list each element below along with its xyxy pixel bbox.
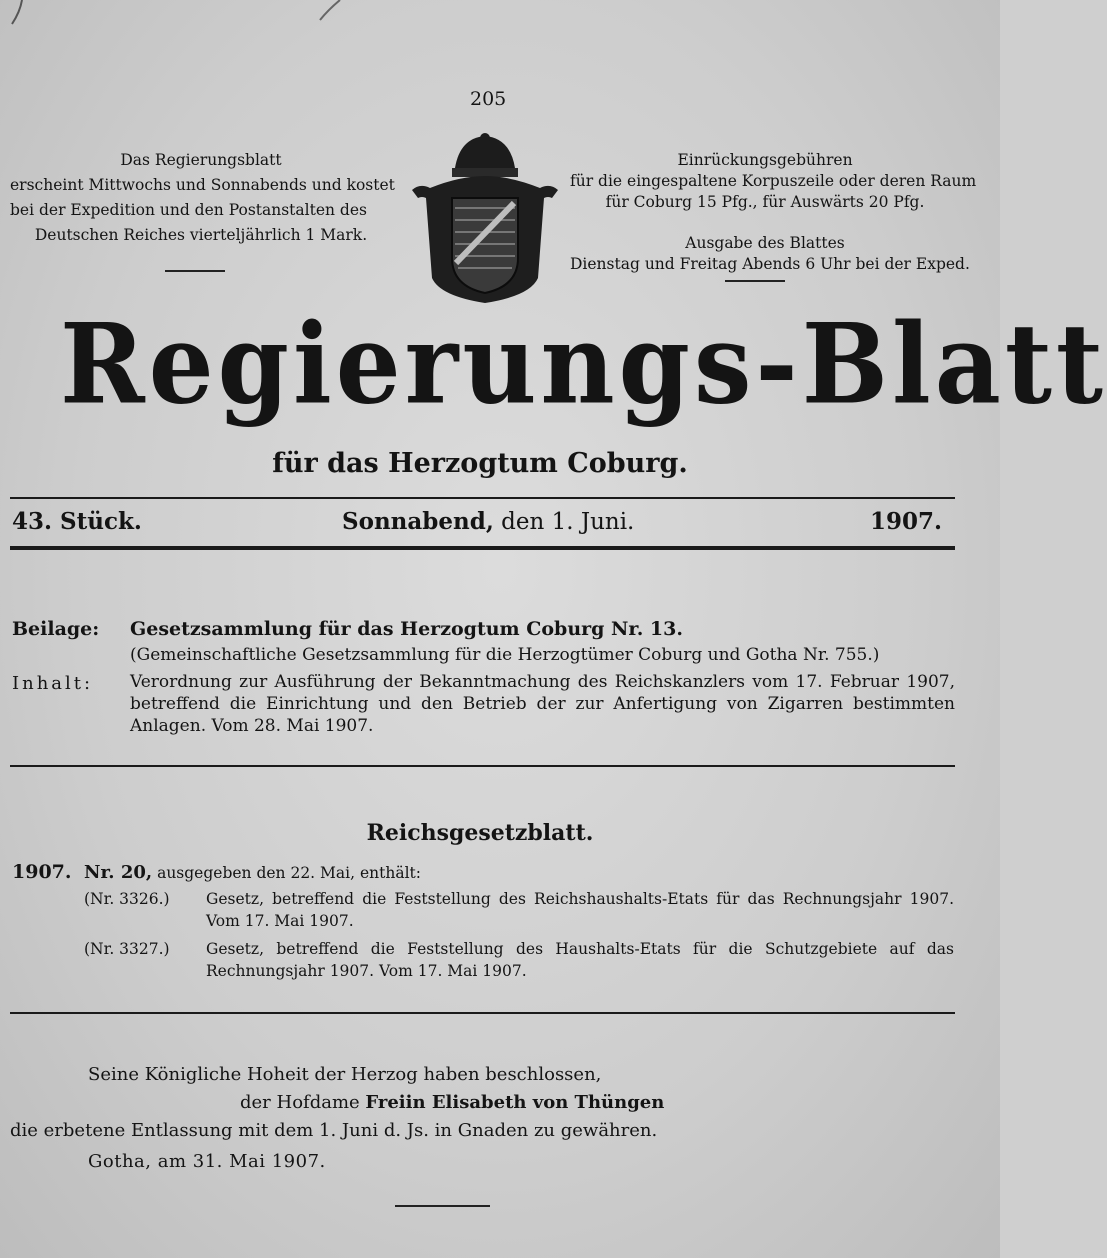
reichsgesetzblatt-year: 1907. [12,861,72,883]
masthead-subtitle: für das Herzogtum Coburg. [272,448,688,479]
header-right-line-2: für die eingespaltene Korpuszeile oder deren Raum [570,172,977,190]
decree-person-name: Freiin Elisabeth von Thüngen [365,1092,665,1113]
entry-number: (Nr. 3327.) [84,940,170,958]
header-subscription-info [10,148,395,248]
end-rule [395,1205,490,1207]
beilage-title: Gesetzsammlung für das Herzogtum Coburg Nr. 13. [130,618,683,640]
reichsgesetzblatt-issue-line [84,862,421,883]
header-right-rule [725,280,785,282]
decree-line-3: die erbetene Entlassung mit dem 1. Juni d. Js. in Gnaden zu gewähren. [10,1120,658,1141]
entry-text: Gesetz, betreffend die Feststellung des Reichshaushalts-Etats für das Rechnungsjahr 1907. Vom 17. Mai 1907. [206,890,954,930]
beilage-subtitle: (Gemeinschaftliche Gesetzsammlung für die Herzogtümer Coburg und Gotha Nr. 755.) [130,645,880,665]
header-right-line-4: Ausgabe des Blattes [685,234,845,252]
issue-year: 1907. [870,508,943,535]
header-right-line-3: für Coburg 15 Pfg., für Auswärts 20 Pfg. [605,193,925,211]
section-divider-2 [10,1012,955,1014]
reichsgesetzblatt-issue: Nr. 20, [84,862,153,883]
inhalt-text: Verordnung zur Ausführung der Bekanntmachung des Reichskanzlers vom 17. Februar 1907, betreffend die Einrichtung und den Betrieb der zur Anfertigung von Zigarren bestimmten Anlagen. Vom 28. Mai 1907. [130,672,955,736]
section-divider-1 [10,765,955,767]
reichsgesetzblatt-title: Reichsgesetzblatt. [366,820,594,846]
masthead-title: Regierungs-Blatt [60,300,1107,430]
issue-day: den 1. Juni. [501,509,635,535]
issue-rule-top [10,497,955,499]
decree-place-date: Gotha, am 31. Mai 1907. [88,1151,326,1172]
header-right-line-5: Dienstag und Freitag Abends 6 Uhr bei der Exped. [570,255,970,273]
header-right-line-1: Einrückungsgebühren [677,151,853,169]
entry-number: (Nr. 3326.) [84,890,170,908]
header-left-line-3: bei der Expedition und den Postanstalten des [10,201,367,219]
reichsgesetzblatt-issue-text: ausgegeben den 22. Mai, enthält: [157,864,421,882]
inhalt-label: Inhalt: [12,673,94,694]
beilage-label: Beilage: [12,618,100,640]
page-number: 205 [470,88,507,110]
decree-line-1: Seine Königliche Hoheit der Herzog haben beschlossen, [88,1064,602,1085]
header-fees-info [570,150,977,275]
decree-line-2 [240,1092,664,1113]
issue-rule-bottom [10,546,955,550]
issue-number: 43. Stück. [12,508,142,535]
coat-of-arms-icon [410,128,560,308]
decree-line-2-prefix: der Hofdame [240,1092,360,1113]
entry-text: Gesetz, betreffend die Feststellung des Haushalts-Etats für die Schutzgebiete auf das Rechnungsjahr 1907. Vom 17. Mai 1907. [206,940,954,980]
issue-weekday: Sonnabend, [342,508,494,535]
header-left-rule [165,270,225,272]
header-left-line-1: Das Regierungsblatt [120,151,282,169]
issue-date [342,508,634,535]
pencil-marks [0,0,1000,60]
header-left-line-4: Deutschen Reiches vierteljährlich 1 Mark. [34,226,368,244]
header-left-line-2: erscheint Mittwochs und Sonnabends und kostet [10,176,395,194]
